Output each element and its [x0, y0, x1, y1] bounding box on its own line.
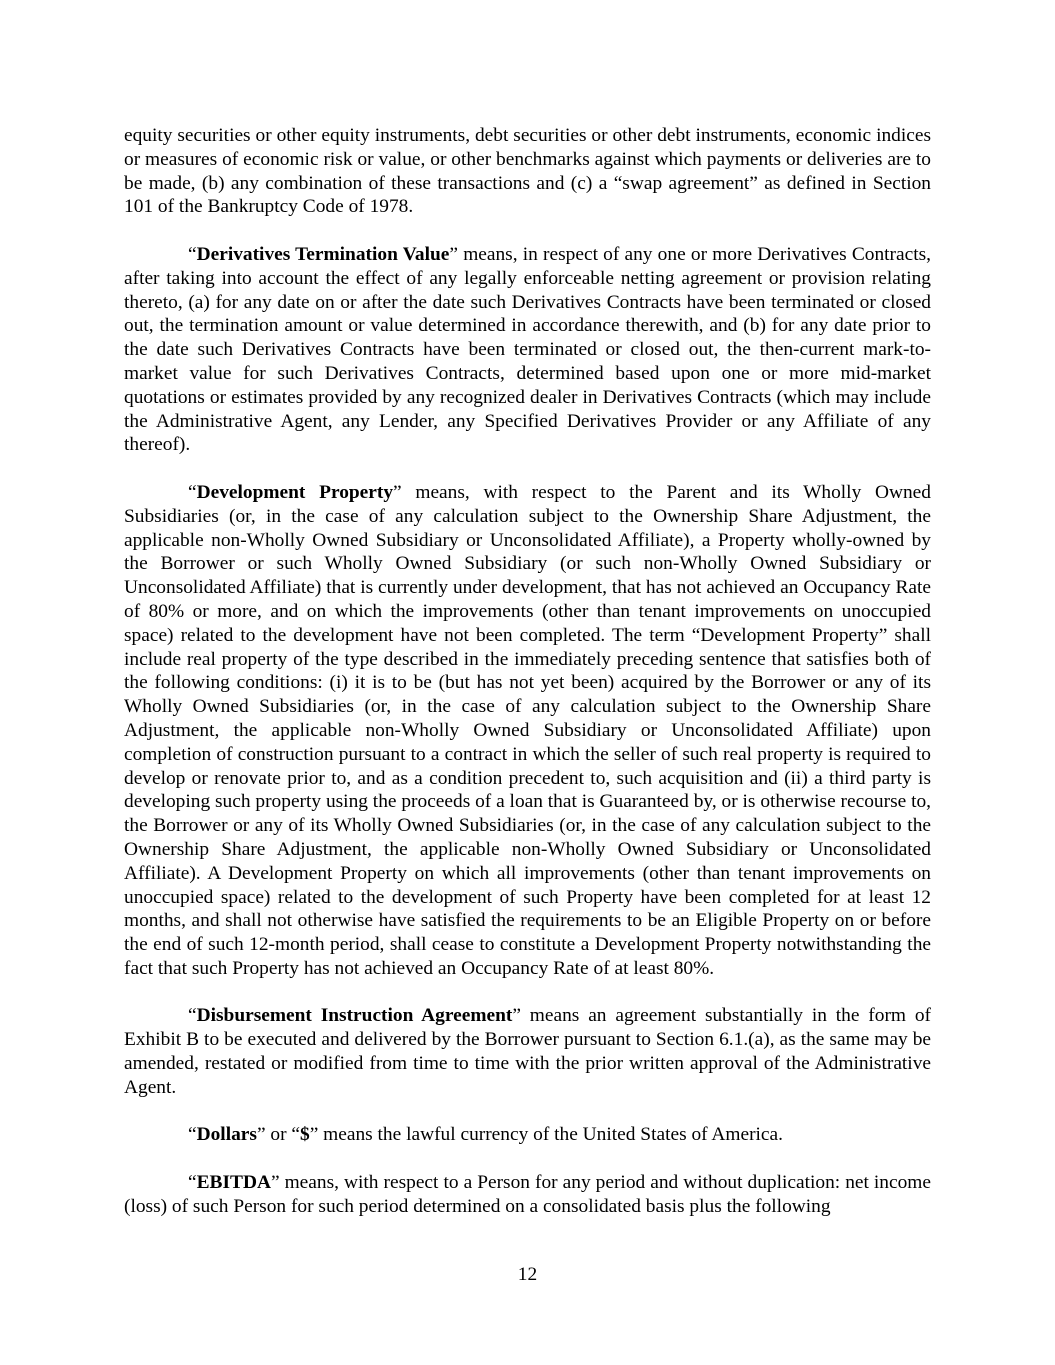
- definition-text: ” means, with respect to the Parent and its Wholly Owned Subsidiaries (or, in the case of any calculation subject to the Ownership Share Adjustment, the applicable non-Wholly Owned Subsidiary or Unconsolidated Affiliate), a Property wholly-owned by the Borrower or such Wholly Owned Subsidiary (or such non-Wholly Owned Subsidiary or Unconsolidated Affiliate) that is currently under development, that has not achieved an Occupancy Rate of 80% or more, and on which the improvements (other than tenant improvements on unoccupied space) related to the development have not been completed. The term “Development Property” shall include real property of the type described in the immediately preceding sentence that satisfies both of the following conditions: (i) it is to be (but has not yet been) acquired by the Borrower or any of its Wholly Owned Subsidiaries (or, in the case of any calculation subject to the Ownership Share Adjustment, the applicable non-Wholly Owned Subsidiary or Unconsolidated Affiliate) upon completion of construction pursuant to a contract in which the seller of such real property is required to develop or renovate prior to, and as a condition precedent to, such acquisition and (ii) a third party is developing such property using the proceeds of a loan that is Guaranteed by, or is otherwise recourse to, the Borrower or any of its Wholly Owned Subsidiaries (or, in the case of any calculation subject to the Ownership Share Adjustment, the applicable non-Wholly Owned Subsidiary or Unconsolidated Affiliate). A Development Property on which all improvements (other than tenant improvements on unoccupied space) related to the development of such Property have been completed for at least 12 months, and shall not otherwise have satisfied the requirements to be an Eligible Property on or before the end of such 12-month period, shall cease to constitute a Development Property notwithstanding the fact that such Property has not achieved an Occupancy Rate of at least 80%.: [124, 481, 931, 979]
- defined-term: EBITDA: [196, 1172, 271, 1194]
- definition-ebitda: [124, 1171, 931, 1219]
- open-quote: “: [188, 243, 197, 265]
- definition-derivatives-termination-value: [124, 243, 931, 457]
- document-page: [124, 124, 931, 1242]
- paragraph-swap-agreement-continuation: equity securities or other equity instruments, debt securities or other debt instruments, economic indices or measures of economic risk or value, or other benchmarks against which payments or deliveries are to be made, (b) any combination of these transactions and (c) a “swap agreement” as defined in Section 101 of the Bankruptcy Code of 1978.: [124, 125, 931, 218]
- definition-disbursement-instruction-agreement: [124, 1004, 931, 1099]
- open-quote: “: [188, 1005, 197, 1027]
- open-quote: “: [188, 1172, 197, 1194]
- defined-term-symbol: $: [300, 1124, 310, 1146]
- defined-term: Derivatives Termination Value: [196, 243, 450, 265]
- definition-dollars: [124, 1123, 931, 1147]
- definition-text: ” means, in respect of any one or more Derivatives Contracts, after taking into account the effect of any legally enforceable netting agreement or provision relating thereto, (a) for any date on or after the date such Derivatives Contracts have been terminated or closed out, the termination amount or value determined in accordance therewith, and (b) for any date prior to the date such Derivatives Contracts have been terminated or closed out, the then-current mark-to-market value for such Derivatives Contracts, determined based upon one or more mid-market quotations or estimates provided by any recognized dealer in Derivatives Contracts (which may include the Administrative Agent, any Lender, any Specified Derivatives Provider or any Affiliate of any thereof).: [124, 243, 931, 456]
- page-number: 12: [517, 1264, 538, 1285]
- definition-text: ” means, with respect to a Person for any period and without duplication: net income (loss) of such Person for such period determined on a consolidated basis plus the following: [124, 1172, 931, 1217]
- defined-term: Disbursement Instruction Agreement: [196, 1005, 513, 1027]
- defined-term: Development Property: [196, 481, 394, 503]
- definition-text: ” means an agreement substantially in the form of Exhibit B to be executed and delivered by the Borrower pursuant to Section 6.1.(a), as the same may be amended, restated or modified from time to time with the prior written approval of the Administrative Agent.: [124, 1005, 931, 1098]
- defined-term: Dollars: [196, 1124, 257, 1146]
- quote-separator: ” or “: [256, 1124, 300, 1146]
- definition-development-property: [124, 481, 931, 981]
- definition-text: ” means the lawful currency of the United States of America.: [309, 1124, 783, 1146]
- open-quote: “: [188, 1124, 197, 1146]
- open-quote: “: [188, 481, 197, 503]
